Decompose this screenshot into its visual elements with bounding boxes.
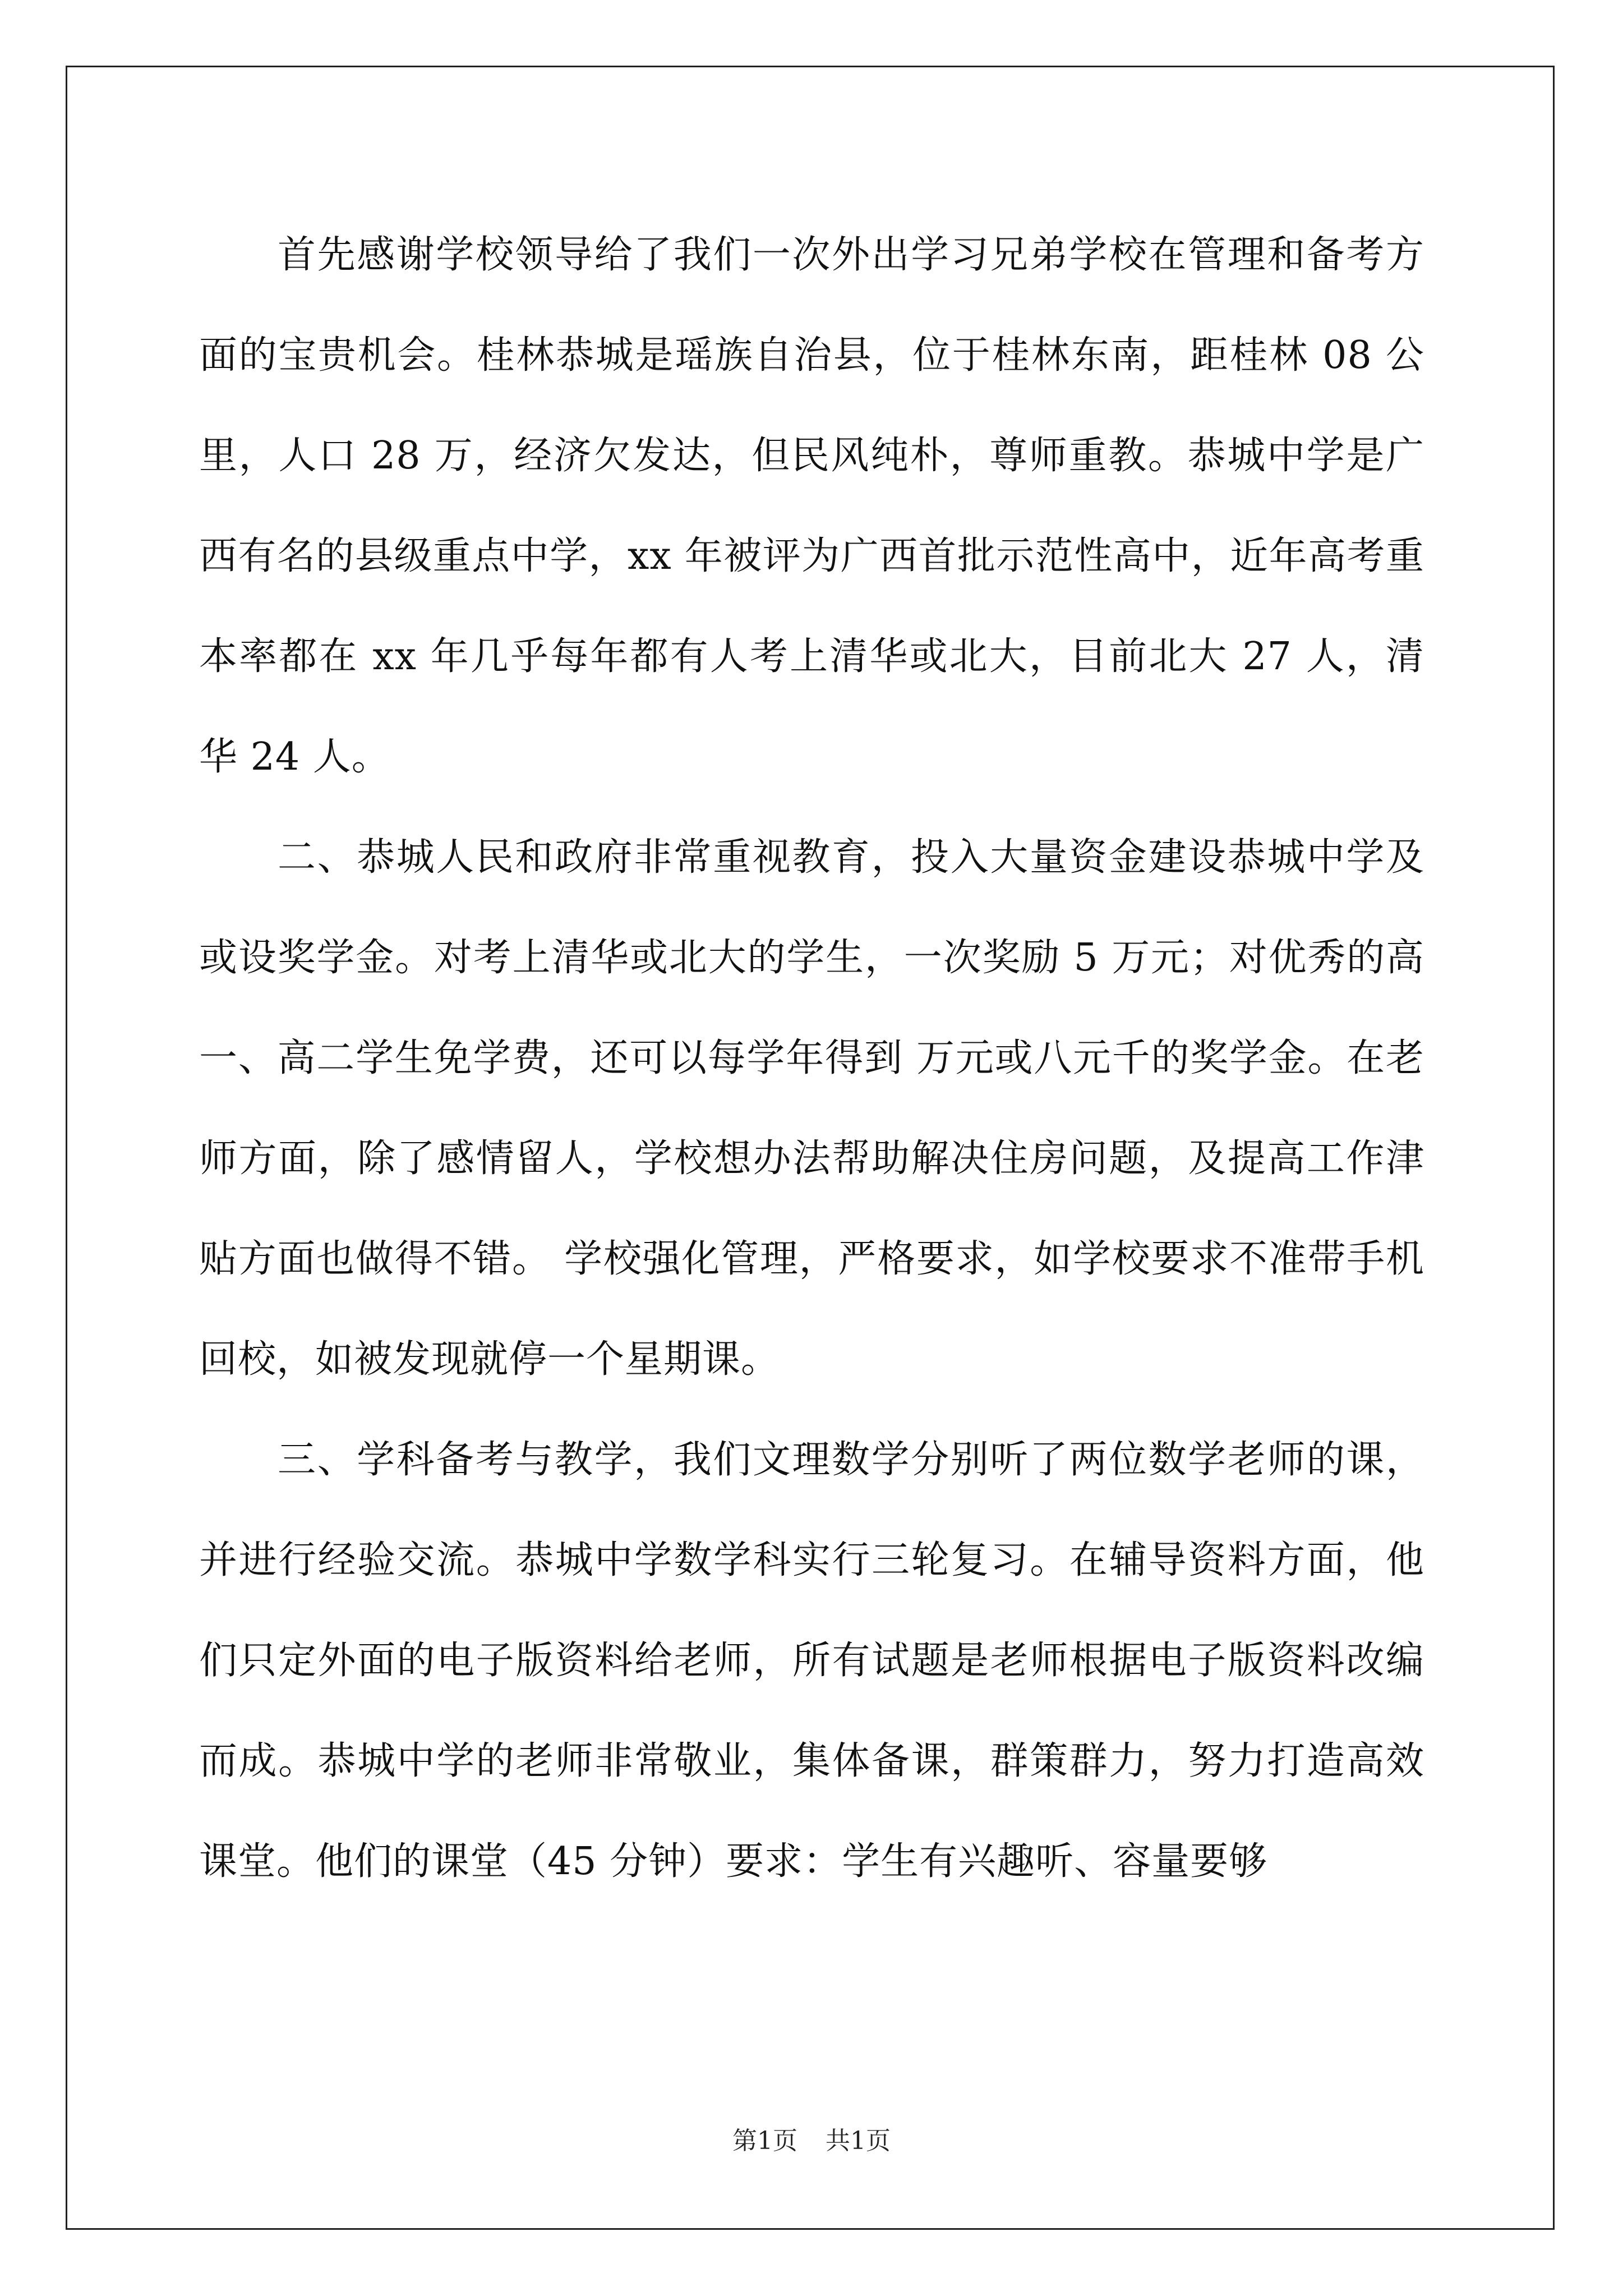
page-footer: [0, 2120, 1623, 2156]
document-body: [199, 205, 1424, 1912]
page-number: 第1页: [732, 2127, 797, 2155]
page-total: 共1页: [826, 2127, 891, 2155]
paragraph-1: 首先感谢学校领导给了我们一次外出学习兄弟学校在管理和备考方面的宝贵机会。桂林恭城是瑶族自治县，位于桂林东南，距桂林 08 公里，人口 28 万，经济欠发达，但民风纯朴，尊师重教。恭城中学是广西有名的县级重点中学，xx 年被评为广西首批示范性高中，近年高考重本率都在 xx 年几乎每年都有人考上清华或北大，目前北大 27 人，清华 24 人。: [199, 233, 1424, 779]
paragraph-2: 二、恭城人民和政府非常重视教育，投入大量资金建设恭城中学及或设奖学金。对考上清华或北大的学生，一次奖励 5 万元；对优秀的高一、高二学生免学费，还可以每学年得到 万元或八元千的奖学金。在老师方面，除了感情留人，学校想办法帮助解决住房问题，及提高工作津贴方面也做得不错。 学校强化管理，严格要求，如学校要求不准带手机回校，如被发现就停一个星期课。: [199, 835, 1424, 1382]
paragraph-3: 三、学科备考与教学，我们文理数学分别听了两位数学老师的课，并进行经验交流。恭城中学数学科实行三轮复习。在辅导资料方面，他们只定外面的电子版资料给老师，所有试题是老师根据电子版资料改编而成。恭城中学的老师非常敬业，集体备课，群策群力，努力打造高效课堂。他们的课堂（45 分钟）要求：学生有兴趣听、容量要够: [199, 1438, 1424, 1884]
